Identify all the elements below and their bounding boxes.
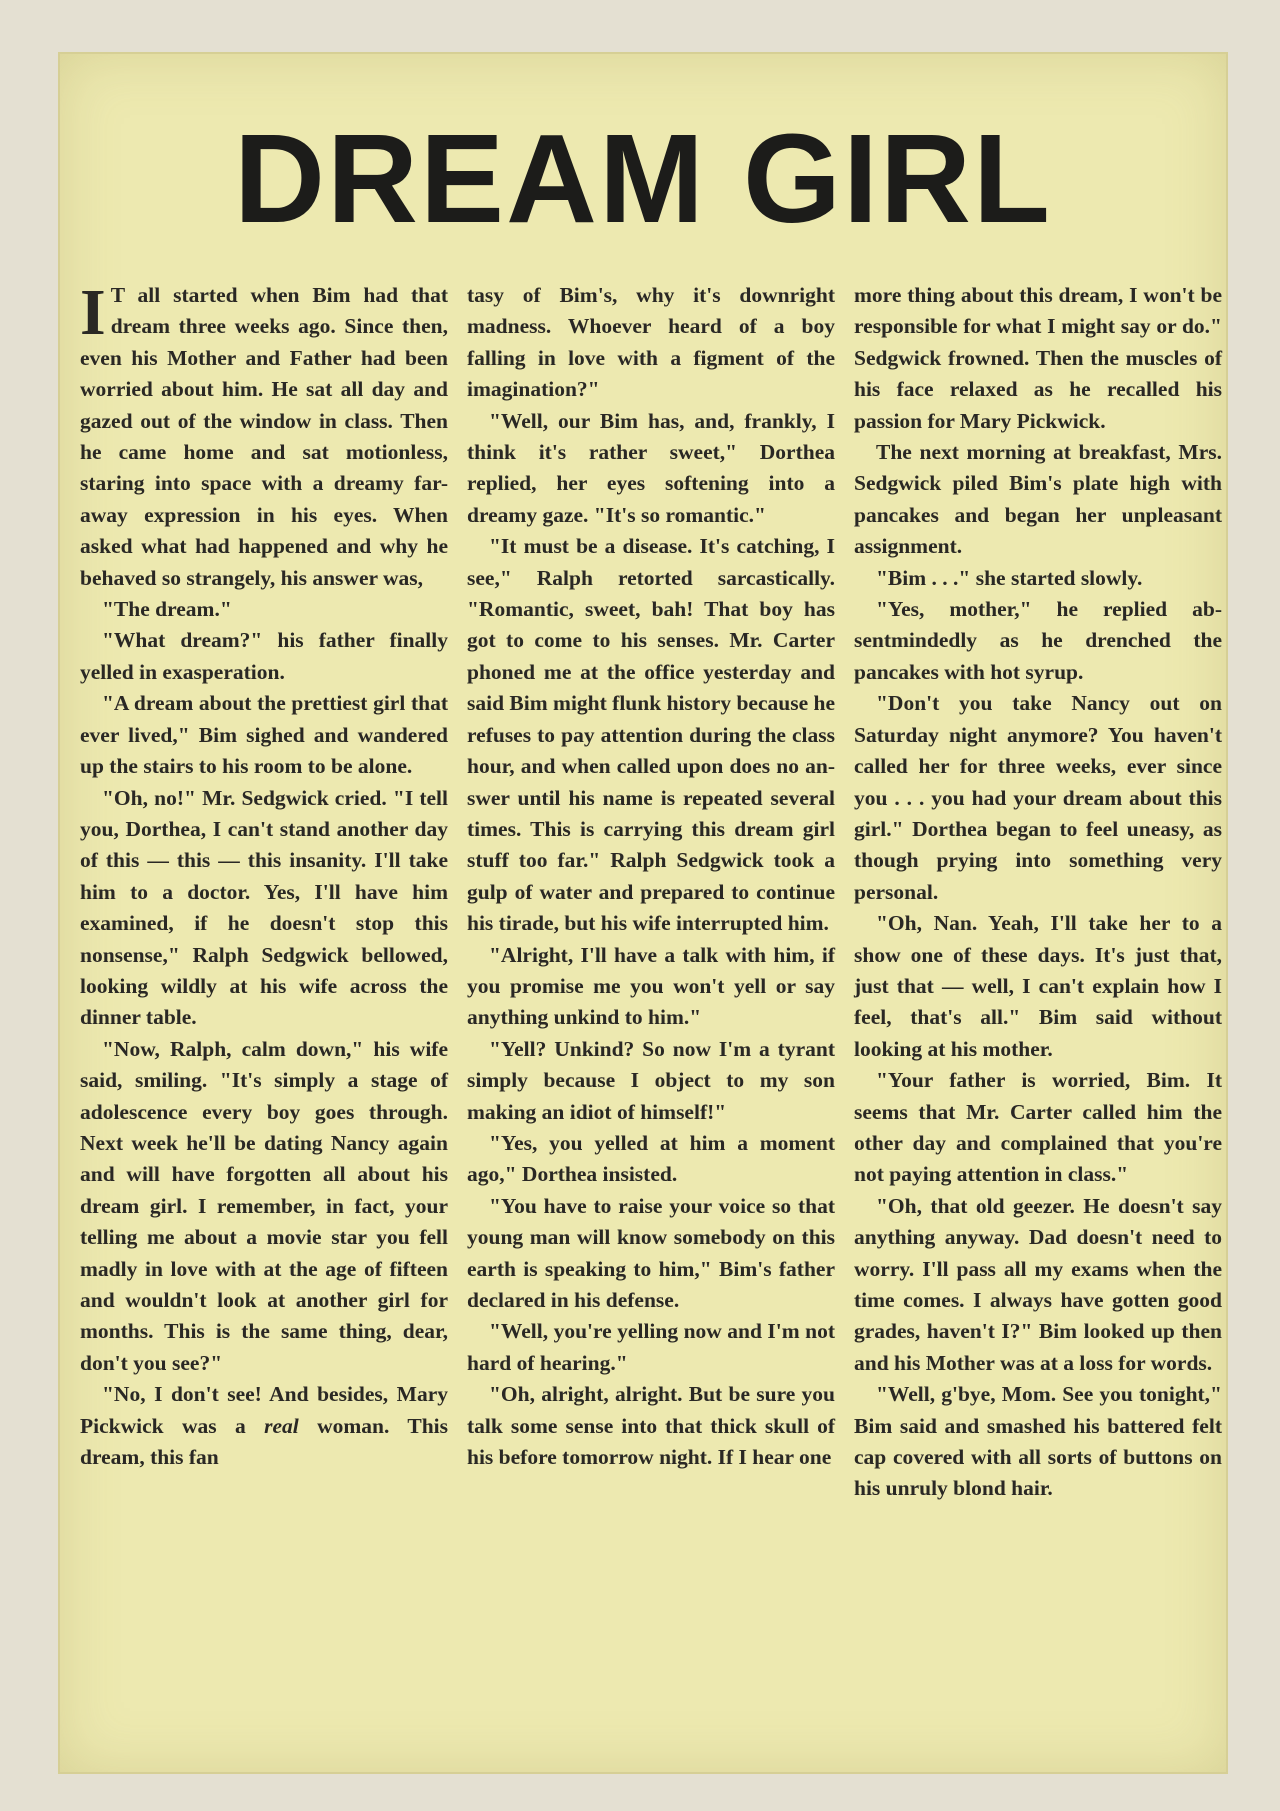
paragraph: "Oh, no!" Mr. Sedgwick cried. "I tell you, Dorthea, I can't stand another day of this — this — this insanity. I'll take him to a doctor. Yes, I'll have him examined, if he doesn't stop this nonsense," Ralph Sedgwick bellowed, looking wildly at his wife across the dinner table. <box>80 785 448 1030</box>
text-column-2 <box>467 280 835 1760</box>
printed-page <box>58 52 1228 1774</box>
paragraph: "Yes, you yelled at him a moment ago," Dorthea insisted. <box>467 1130 835 1187</box>
paragraph: "Oh, that old geezer. He doesn't say anything anyway. Dad doesn't need to worry. I'll pass all my exams when the time comes. I always have gotten good grades, haven't I?" Bim looked up then and his Mother was at a loss for words. <box>854 1193 1222 1375</box>
paragraph: tasy of Bim's, why it's downright madness. Whoever heard of a boy falling in love with a figment of the imagination?" <box>467 283 835 402</box>
paragraph: "Your father is worried, Bim. It seems that Mr. Carter called him the other day and complained that you're not paying attention in class." <box>854 1068 1222 1187</box>
paragraph <box>80 276 448 594</box>
paragraph: "Oh, alright, alright. But be sure you talk some sense into that thick skull of his before tomorrow night. If I hear one <box>467 1382 835 1470</box>
paragraph: "Yes, mother," he replied absentmindedly as he drenched the pancakes with hot syrup. <box>854 597 1222 684</box>
paragraph: The next morning at breakfast, Mrs. Sedgwick piled Bim's plate high with pancakes and began her unpleasant assignment. <box>854 440 1222 559</box>
paragraph: "Bim . . ." she started slowly. <box>876 565 1143 590</box>
paragraph: "Don't you take Nancy out on Saturday night anymore? You haven't called her for three weeks, ever since you . . . you had your dream about this girl." Dorthea began to feel uneasy, as though prying into something very personal. <box>854 691 1222 904</box>
paragraph: "A dream about the prettiest girl that ever lived," Bim sighed and wandered up the stairs to his room to be alone. <box>80 691 448 779</box>
paragraph: "Now, Ralph, calm down," his wife said, smiling. "It's simply a stage of adolescence every boy goes through. Next week he'll be dating Nancy again and will have forgotten all about his dream girl. I remember, in fact, your telling me about a movie star you fell madly in love with at the age of fifteen and wouldn't look at another girl for months. This is the same thing, dear, don't you see?" <box>80 1036 448 1375</box>
emphasis-text: real <box>264 1413 299 1438</box>
paragraph-text: T all started when Bim had that dream three weeks ago. Since then, even his Mother and Father had been worried about him. He sat all day and gazed out of the window in class. Then he came home and sat motionless, staring into space with a dreamy far-away expression in his eyes. When asked what had happened and why he behaved so strangely, his answer was, <box>80 283 448 590</box>
text-column-3 <box>854 280 1222 1760</box>
text-column-1 <box>80 276 448 1760</box>
paragraph: "Well, our Bim has, and, frankly, I think it's rather sweet," Dorthea replied, her eyes softening into a dreamy gaze. "It's so romantic." <box>467 408 835 527</box>
paragraph: "Oh, Nan. Yeah, I'll take her to a show one of these days. It's just that, just that — well, I can't explain how I feel, that's all." Bim said without looking at his mother. <box>854 911 1222 1061</box>
paragraph: "Alright, I'll have a talk with him, if you promise me you won't yell or say anything unkind to him." <box>467 942 835 1030</box>
story-title: DREAM GIRL <box>234 108 1052 249</box>
paragraph: "Yell? Unkind? So now I'm a tyrant simply because I object to my son making an idiot of himself!" <box>467 1036 835 1124</box>
paragraph: "Well, you're yelling now and I'm not hard of hearing." <box>467 1319 835 1375</box>
paragraph: "You have to raise your voice so that young man will know somebody on this earth is speaking to him," Bim's father declared in his defense. <box>467 1193 835 1312</box>
paragraph: "Well, g'bye, Mom. See you tonight," Bim said and smashed his battered felt cap covered with all sorts of buttons on his unruly blond hair. <box>854 1382 1222 1501</box>
paragraph <box>80 1379 448 1473</box>
paragraph: more thing about this dream, I won't be responsible for what I might say or do." Sedgwick frowned. Then the muscles of his face relaxed as he recalled his passion for Mary Pickwick. <box>854 283 1222 433</box>
paragraph-text: "No, I don't see! And besides, Mary Pickwick was a <box>80 1382 448 1438</box>
paragraph: "What dream?" his father finally yelled in exasperation. <box>80 628 448 684</box>
paragraph-text: woman. This dream, this fan <box>80 1413 448 1470</box>
paragraph: "The dream." <box>102 597 232 622</box>
drop-cap: I <box>80 276 106 349</box>
paragraph: "It must be a disease. It's catching, I see," Ralph retorted sarcastically. "Romantic, sweet, bah! That boy has got to come to his senses. Mr. Carter phoned me at the office yesterday and said Bim might flunk history because he refuses to pay attention during the class hour, and when called upon does no answer until his name is repeated several times. This is carrying this dream girl stuff too far." Ralph Sedgwick took a gulp of water and prepared to continue his tirade, but his wife interrupted him. <box>467 534 835 936</box>
